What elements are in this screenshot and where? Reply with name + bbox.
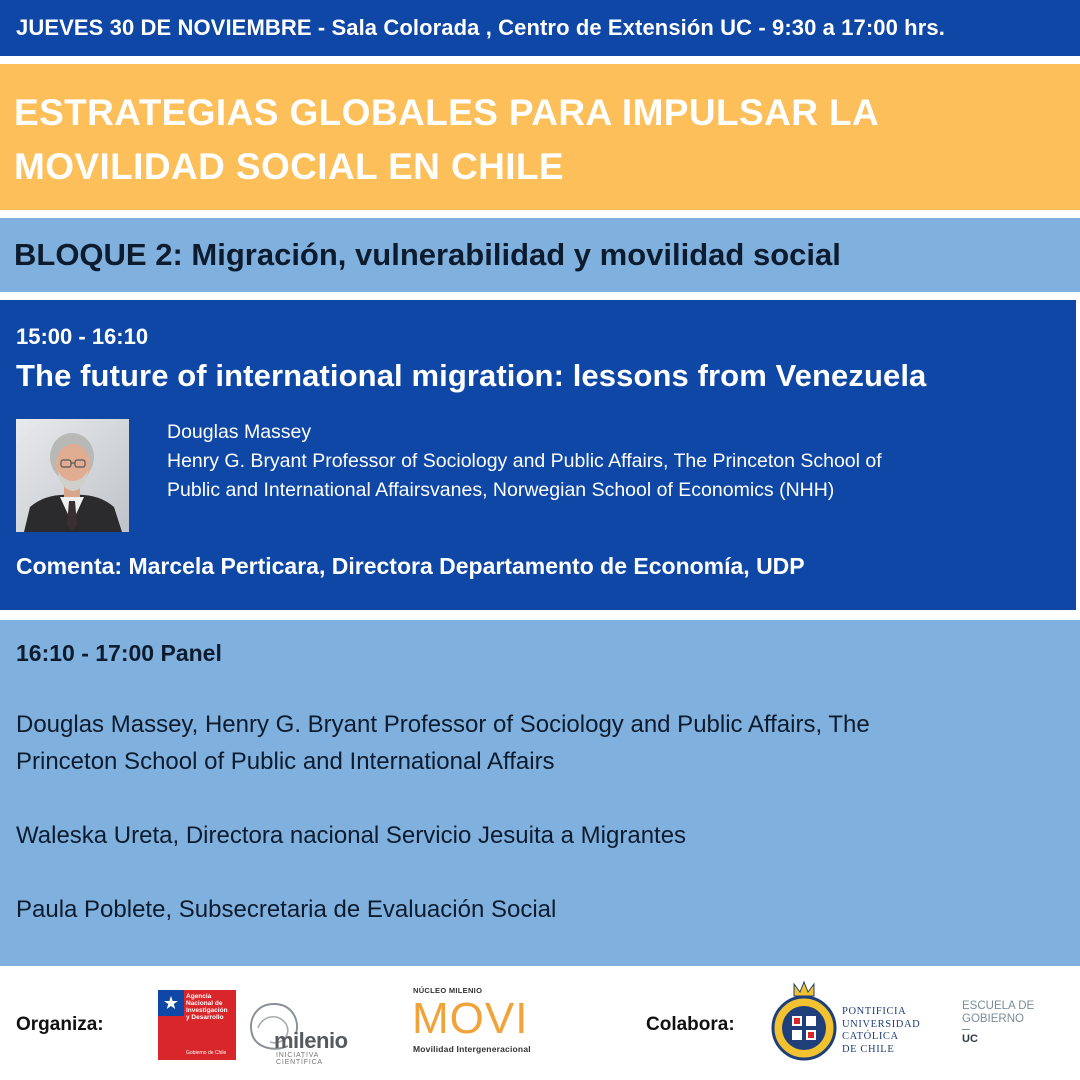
anid-gobierno-logo: Agencia Nacional de Investigación y Desarrollo Gobierno de Chile: [158, 990, 236, 1060]
block-label: BLOQUE 2: Migración, vulnerabilidad y movilidad social: [14, 237, 841, 272]
block-banner: [0, 218, 1080, 292]
colabora-label: Colabora:: [646, 1014, 735, 1035]
title-banner: [0, 64, 1080, 210]
organiza-label: Organiza:: [16, 1014, 104, 1035]
talk-time: 15:00 - 16:10: [16, 324, 149, 349]
star-icon: [164, 996, 178, 1010]
puc-seal-icon: [770, 978, 838, 1066]
speaker-details: [167, 418, 882, 505]
speaker-affiliation-line-1: Henry G. Bryant Professor of Sociology and Public Affairs, The Princeton School of: [167, 450, 882, 472]
talk-title: The future of international migration: lessons from Venezuela: [16, 358, 927, 393]
speaker-portrait-image: [16, 419, 129, 532]
milenio-logo: milenio INICIATIVA CIENTÍFICA: [244, 998, 360, 1062]
event-date-venue: JUEVES 30 DE NOVIEMBRE - Sala Colorada , Centro de Extensión UC - 9:30 a 17:00 hrs.: [16, 15, 945, 40]
commentator: Comenta: Marcela Perticara, Directora Departamento de Economía, UDP: [16, 553, 805, 579]
speaker-photo: [16, 419, 129, 532]
panelist-line: Princeton School of Public and International Affairs: [16, 748, 555, 775]
panel-section: [0, 620, 1080, 966]
escuela-de-gobierno-logo: ESCUELA DE GOBIERNO UC: [962, 1000, 1035, 1045]
event-title-line-1: ESTRATEGIAS GLOBALES PARA IMPULSAR LA: [14, 92, 880, 133]
panelist-line: Douglas Massey, Henry G. Bryant Professor of Sociology and Public Affairs, The: [16, 711, 870, 738]
speaker-name: Douglas Massey: [167, 421, 312, 443]
event-title-line-2: MOVILIDAD SOCIAL EN CHILE: [14, 146, 564, 187]
speaker-affiliation-line-2: Public and International Affairsvanes, Norwegian School of Economics (NHH): [167, 479, 835, 501]
movi-logo: NÚCLEO MILENIO MOVI Movilidad Intergeneracional: [412, 986, 531, 1054]
talk-section: [0, 300, 1076, 610]
puc-logo: PONTIFICIA UNIVERSIDAD CATÓLICA DE CHILE: [770, 978, 930, 1068]
panel-heading: 16:10 - 17:00 Panel: [16, 640, 222, 666]
event-info-bar: [0, 0, 1080, 56]
panelist-line: Paula Poblete, Subsecretaria de Evaluación Social: [16, 896, 557, 923]
panelist-line: Waleska Ureta, Directora nacional Servicio Jesuita a Migrantes: [16, 822, 687, 849]
